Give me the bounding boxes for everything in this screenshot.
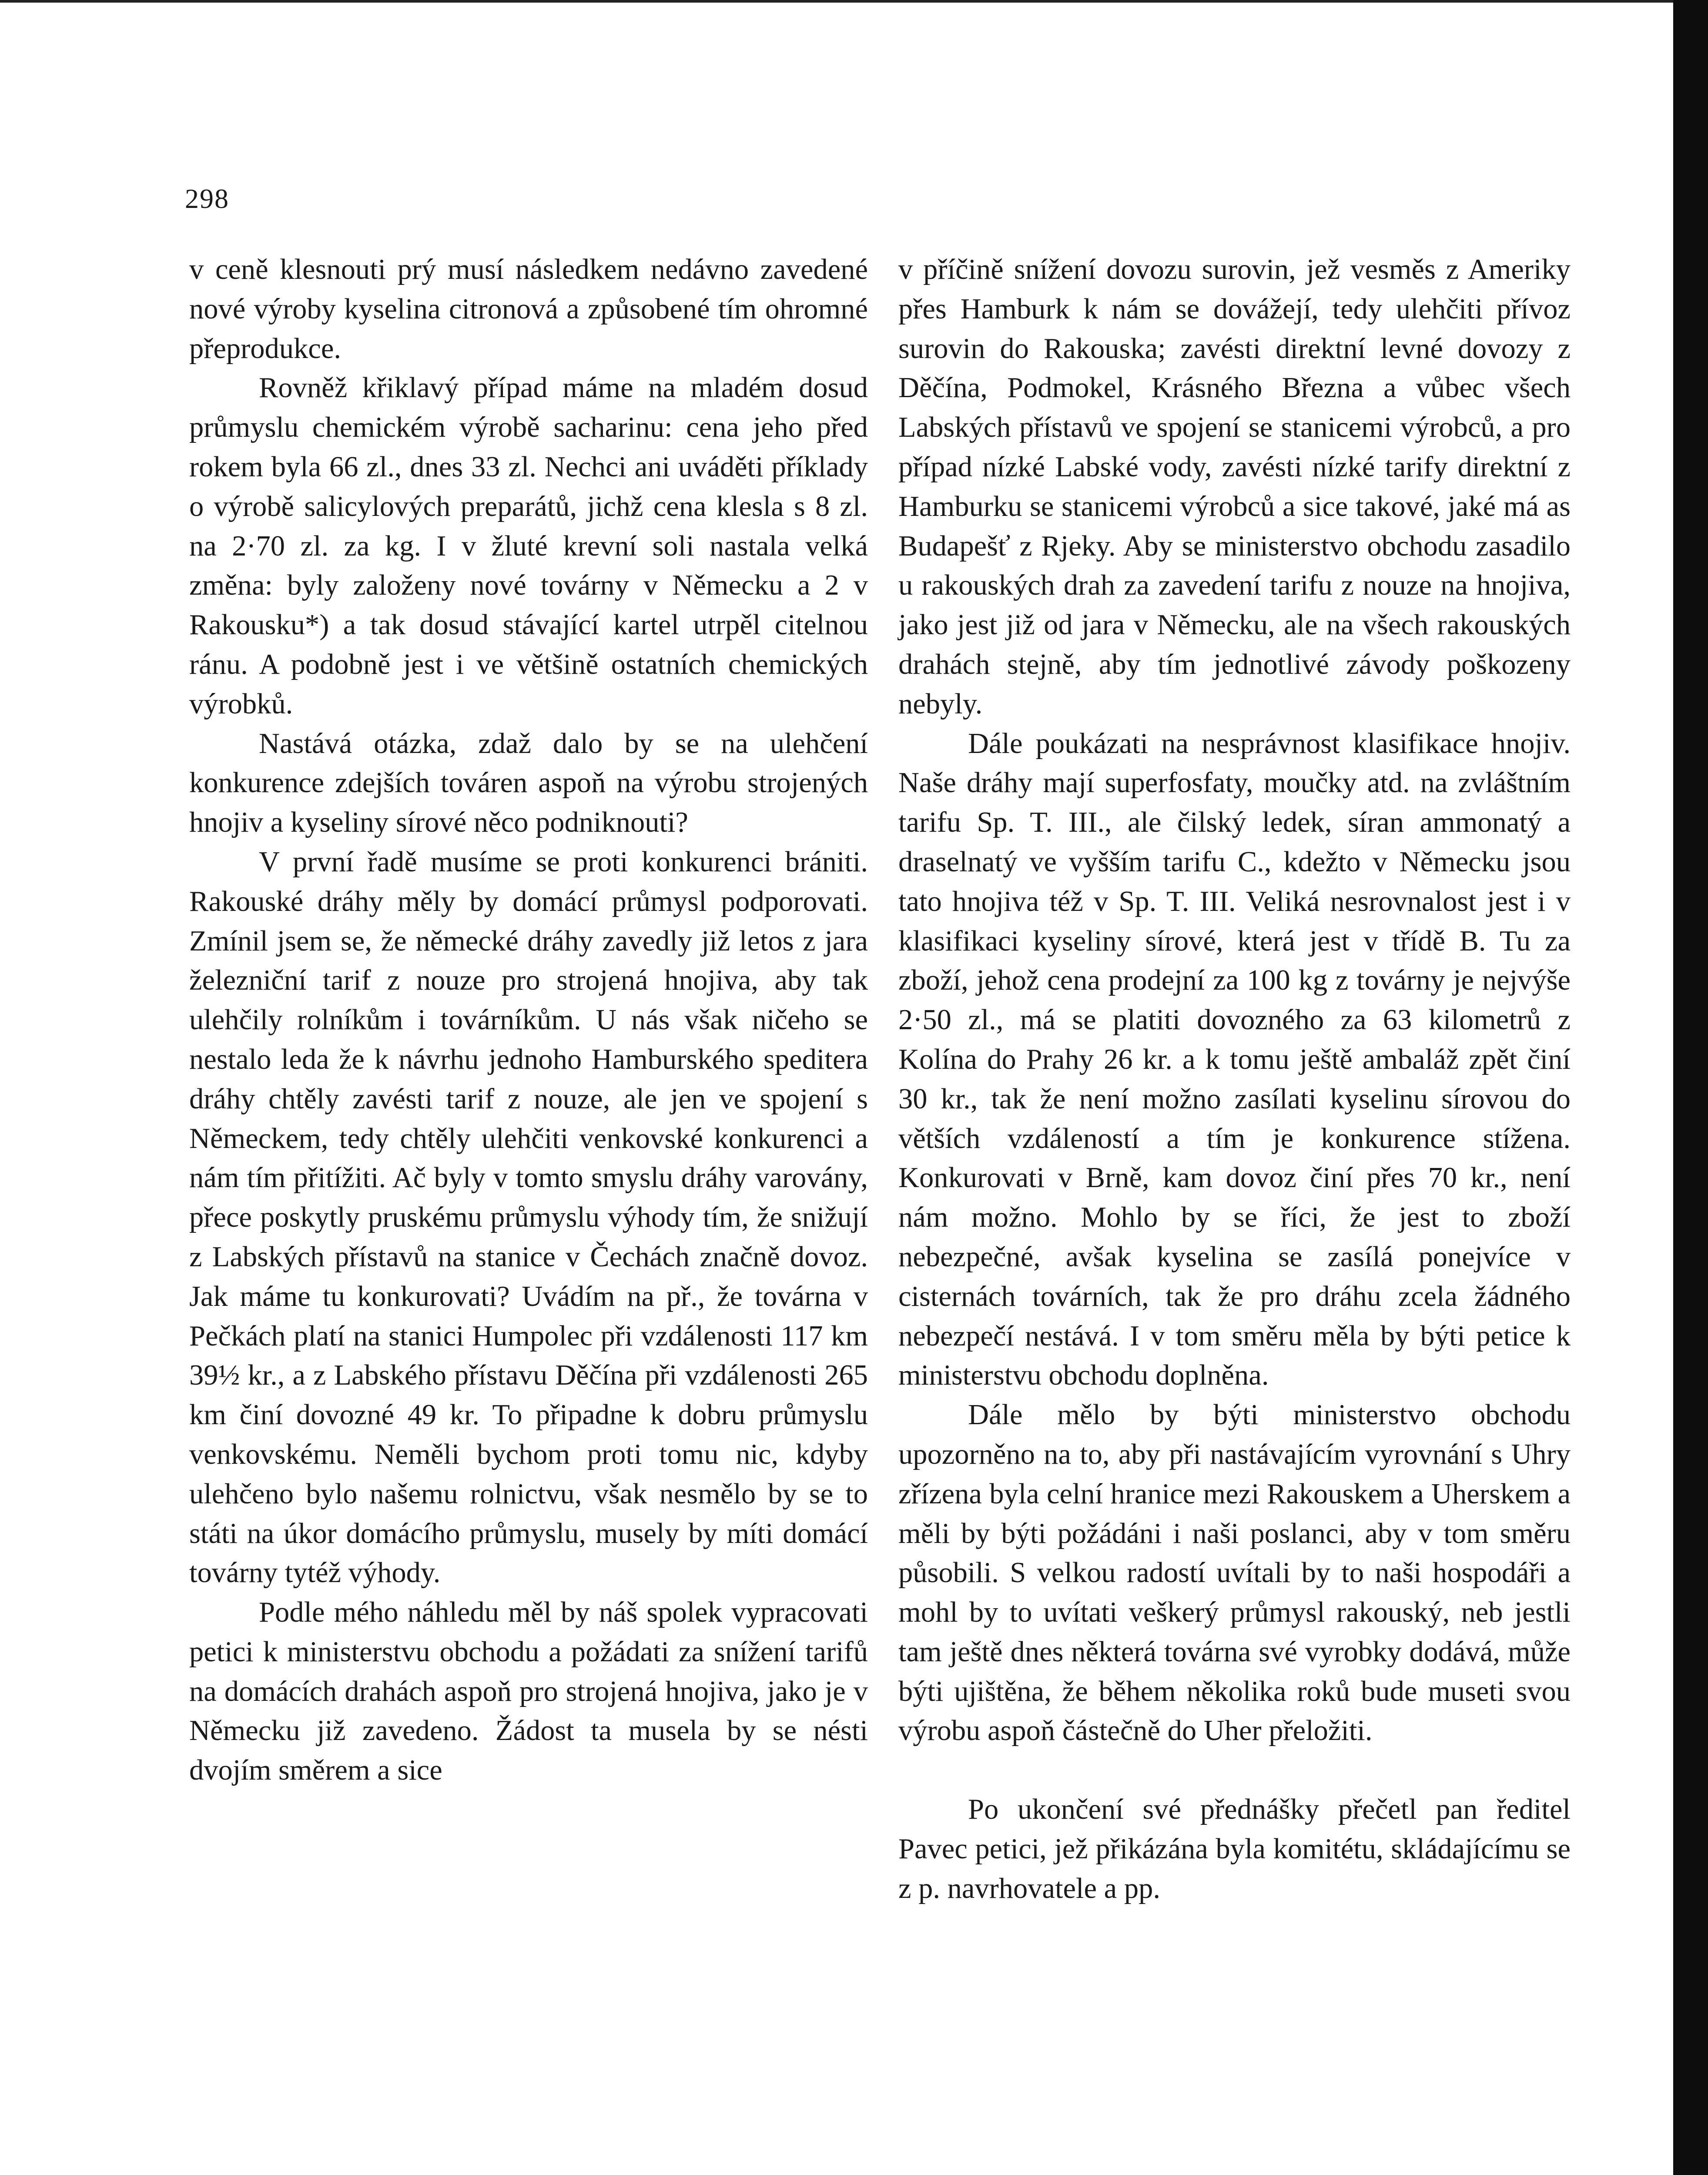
paragraph: Rovněž křiklavý případ máme na mladém dosud průmyslu chemickém výrobě sacharinu: cena jeho před rokem byla 66 zl., dnes 33 zl. Nechci ani uváděti příklady o výrobě salicylových preparátů, jichž cena klesla s 8 zl. na 2·70 zl. za kg. I v žluté krevní soli nastala velká změna: byly založeny nové továrny v Německu a 2 v Rakousku*) a tak dosud stávající kartel utrpěl citelnou ránu. A podobně jest i ve většině ostatních chemických výrobků. [189,372,868,720]
right-column [898,250,1571,1909]
page-number: 298 [185,183,229,214]
paragraph: Dále poukázati na nesprávnost klasifikace hnojiv. Naše dráhy mají superfosfaty, moučky atd. na zvláštním tarifu Sp. T. III., ale čilský ledek, síran ammonatý a draselnatý ve vyšším tarifu C., kdežto v Německu jsou tato hnojiva též v Sp. T. III. Veliká nesrovnalost jest i v klasifikaci kyseliny sírové, která jest v třídě B. Tu za zboží, jehož cena prodejní za 100 kg z továrny je nejvýše 2·50 zl., má se platiti dovozného za 63 kilometrů z Kolína do Prahy 26 kr. a k tomu ještě ambaláž zpět činí 30 kr., tak že není možno zasílati kyselinu sírovou do větších vzdáleností a tím je konkurence stížena. Konkurovati v Brně, kam dovoz činí přes 70 kr., není nám možno. Mohlo by se říci, že jest to zboží nebezpečné, avšak kyselina se zasílá ponejvíce v cisternách továrních, tak že pro dráhu zcela žádného nebezpečí nestává. I v tom směru měla by býti petice k ministerstvu obchodu doplněna. [898,727,1571,1392]
paragraph: V první řadě musíme se proti konkurenci brániti. Rakouské dráhy měly by domácí průmysl podporovati. Zmínil jsem se, že německé dráhy zavedly již letos z jara železniční tarif z nouze pro strojená hnojiva, aby tak ulehčily rolníkům i továrníkům. U nás však ničeho se nestalo leda že k návrhu jednoho Hamburského speditera dráhy chtěly zavésti tarif z nouze, ale jen ve spojení s Německem, tedy chtěly ulehčiti venkovské konkurenci a nám tím přitížiti. Ač byly v tomto smyslu dráhy varovány, přece poskytly pruskému průmyslu výhody tím, že snižují z Labských přístavů na stanice v Čechách značně dovoz. Jak máme tu konkurovati? Uvádím na př., že továrna v Pečkách platí na stanici Humpolec při vzdálenosti 117 km 39½ kr., a z Labského přístavu Děčína při vzdálenosti 265 km činí dovozné 49 kr. To připadne k dobru průmyslu venkovskému. Neměli bychom proti tomu nic, kdyby ulehčeno bylo našemu rolnictvu, však nesmělo by se to státi na úkor domácího průmyslu, musely by míti domácí továrny tytéž výhody. [189,846,868,1589]
scan-edge-right [1673,0,1708,2175]
left-column [189,250,868,1790]
paragraph: Po ukončení své přednášky přečetl pan ředitel Pavec petici, jež přikázána byla komitétu, skládajícímu se z p. navrhovatele a pp. [898,1794,1571,1904]
scan-edge-top [0,0,1708,3]
paragraph: Podle mého náhledu měl by náš spolek vypracovati petici k ministerstvu obchodu a požádati za snížení tarifů na domácích drahách aspoň pro strojená hnojiva, jako je v Německu již zavedeno. Žádost ta musela by se nésti dvojím směrem a sice [189,1596,868,1787]
paragraph: Dále mělo by býti ministerstvo obchodu upozorněno na to, aby při nastávajícím vyrovnání s Uhry zřízena byla celní hranice mezi Rakouskem a Uherskem a měli by býti požádáni i naši poslanci, aby v tom směru působili. S velkou radostí uvítali by to naši hospodáři a mohl by to uvítati veškerý průmysl rakouský, neb jestli tam ještě dnes některá továrna své vyrobky dodává, může býti ujištěna, že během několika roků bude museti svou výrobu aspoň částečně do Uher přeložiti. [898,1399,1571,1747]
paragraph: v ceně klesnouti prý musí následkem nedávno zavedené nové výroby kyselina citronová a způsobené tím ohromné přeprodukce. [189,254,868,365]
paragraph: v příčině snížení dovozu surovin, jež vesměs z Ameriky přes Hamburk k nám se dovážejí, tedy ulehčiti přívoz surovin do Rakouska; zavésti direktní levné dovozy z Děčína, Podmokel, Krásného Března a vůbec všech Labských přístavů ve spojení se stanicemi výrobců, a pro případ nízké Labské vody, zavésti nízké tarify direktní z Hamburku se stanicemi výrobců a sice takové, jaké má as Budapešť z Rjeky. Aby se ministerstvo obchodu zasadilo u rakouských drah za zavedení tarifu z nouze na hnojiva, jako jest již od jara v Německu, ale na všech rakouských drahách stejně, aby tím jednotlivé závody poškozeny nebyly. [898,254,1571,720]
paragraph: Nastává otázka, zdaž dalo by se na ulehčení konkurence zdejších továren aspoň na výrobu strojených hnojiv a kyseliny sírové něco podniknouti? [189,727,868,839]
